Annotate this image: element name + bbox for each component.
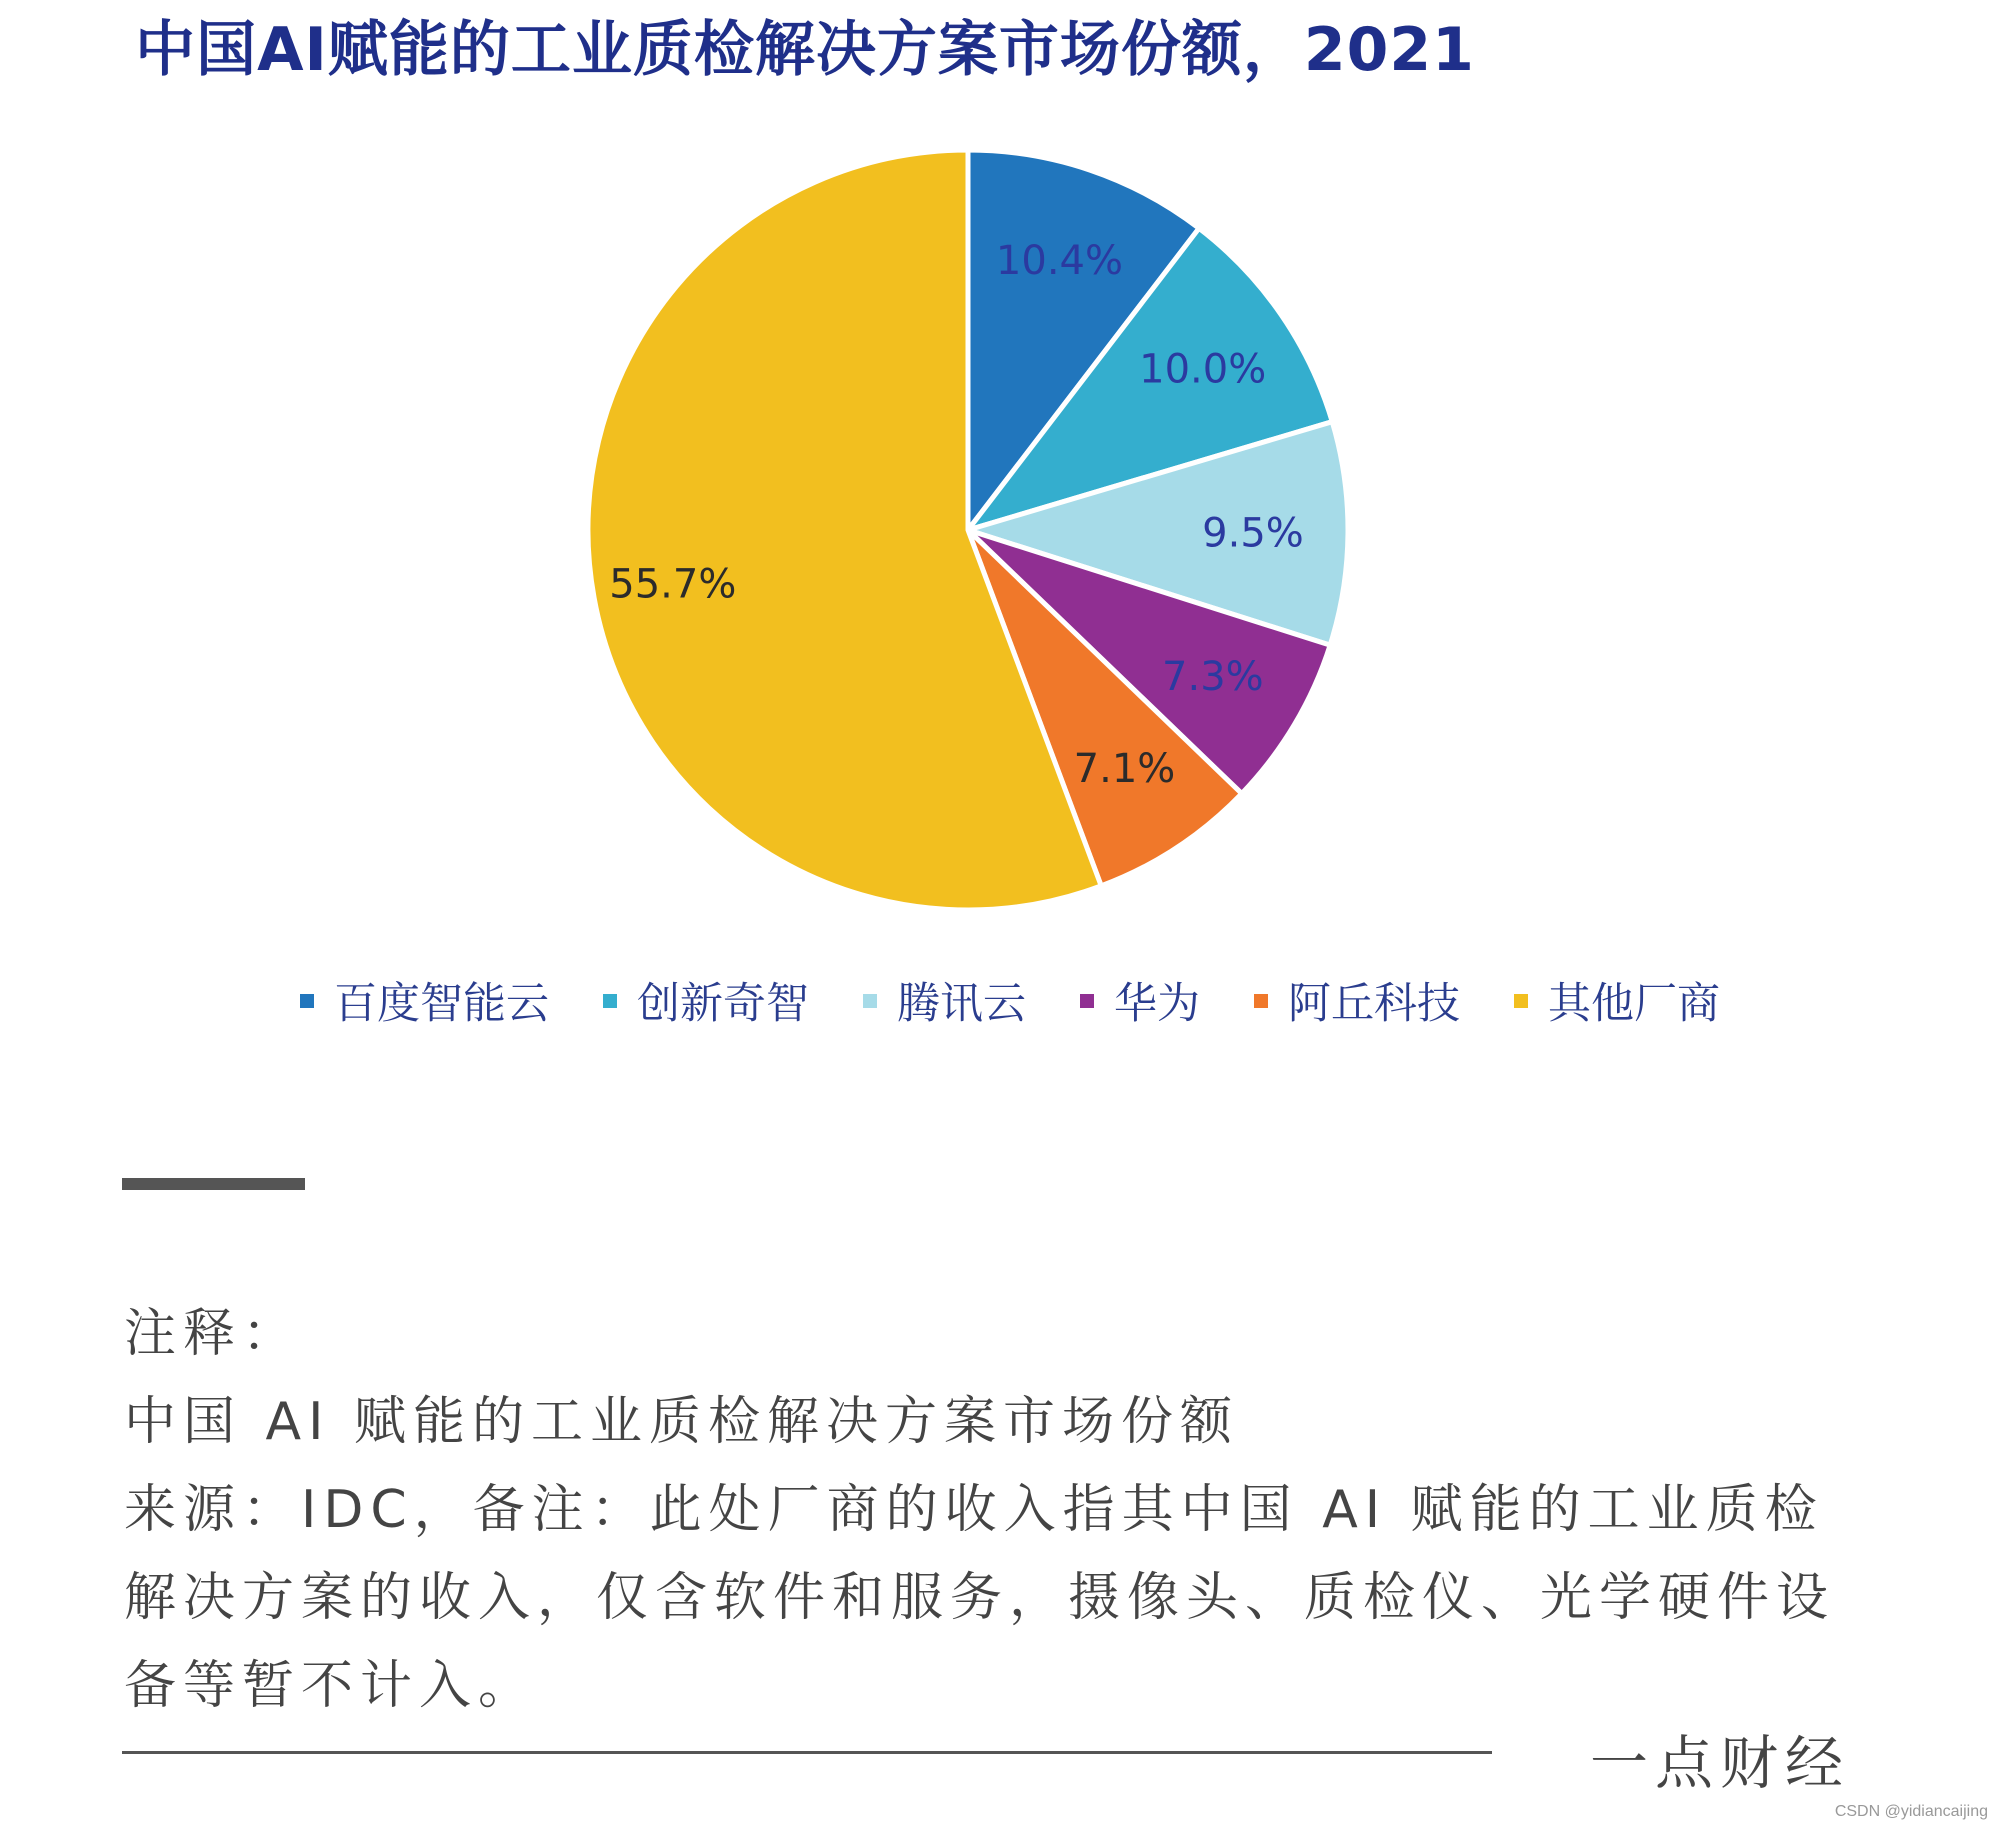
legend-swatch bbox=[1254, 994, 1268, 1008]
slice-label-1: 10.0% bbox=[1139, 346, 1267, 393]
legend-item-ainnovation bbox=[603, 970, 809, 1031]
notes-heading: 注释： bbox=[124, 1304, 302, 1364]
legend-item-huawei bbox=[1080, 970, 1200, 1031]
section-divider bbox=[122, 1178, 305, 1190]
legend-label: 阿丘科技 bbox=[1288, 979, 1460, 1029]
slice-label-4: 7.1% bbox=[1073, 746, 1176, 793]
signature: 一点财经 bbox=[1589, 1729, 1850, 1797]
legend-swatch bbox=[1080, 994, 1094, 1008]
notes-line-source: 来源：IDC，备注：此处厂商的收入指其中国 AI 赋能的工业质检解决方案的收入，仅含软件和服务，摄像头、质检仪、光学硬件设备等暂不计入。 bbox=[124, 1480, 1836, 1716]
chart-legend bbox=[300, 970, 1720, 1031]
legend-label: 腾讯云 bbox=[897, 979, 1026, 1029]
slice-label-3: 7.3% bbox=[1162, 653, 1264, 700]
watermark: CSDN @yidiancaijing bbox=[1834, 1803, 1988, 1820]
legend-swatch bbox=[603, 994, 617, 1008]
slice-label-5: 55.7% bbox=[609, 561, 737, 608]
legend-item-tencent bbox=[863, 970, 1026, 1031]
slice-label-0: 10.4% bbox=[995, 238, 1124, 285]
footer-divider bbox=[122, 1751, 1492, 1754]
legend-item-baidu bbox=[300, 970, 549, 1031]
slice-label-2: 9.5% bbox=[1202, 510, 1304, 557]
legend-label: 创新奇智 bbox=[637, 979, 809, 1029]
legend-item-others bbox=[1514, 970, 1720, 1031]
notes-line-title: 中国 AI 赋能的工业质检解决方案市场份额 bbox=[124, 1392, 1239, 1452]
legend-swatch bbox=[1514, 994, 1528, 1008]
legend-label: 其他厂商 bbox=[1548, 979, 1720, 1029]
chart-title: 中国AI赋能的工业质检解决方案市场份额，2021 bbox=[135, 15, 1475, 85]
legend-item-aqrose bbox=[1254, 970, 1460, 1031]
legend-label: 华为 bbox=[1114, 979, 1200, 1029]
notes-block bbox=[124, 1290, 1869, 1730]
legend-swatch bbox=[300, 994, 314, 1008]
legend-swatch bbox=[863, 994, 877, 1008]
legend-label: 百度智能云 bbox=[334, 979, 549, 1029]
